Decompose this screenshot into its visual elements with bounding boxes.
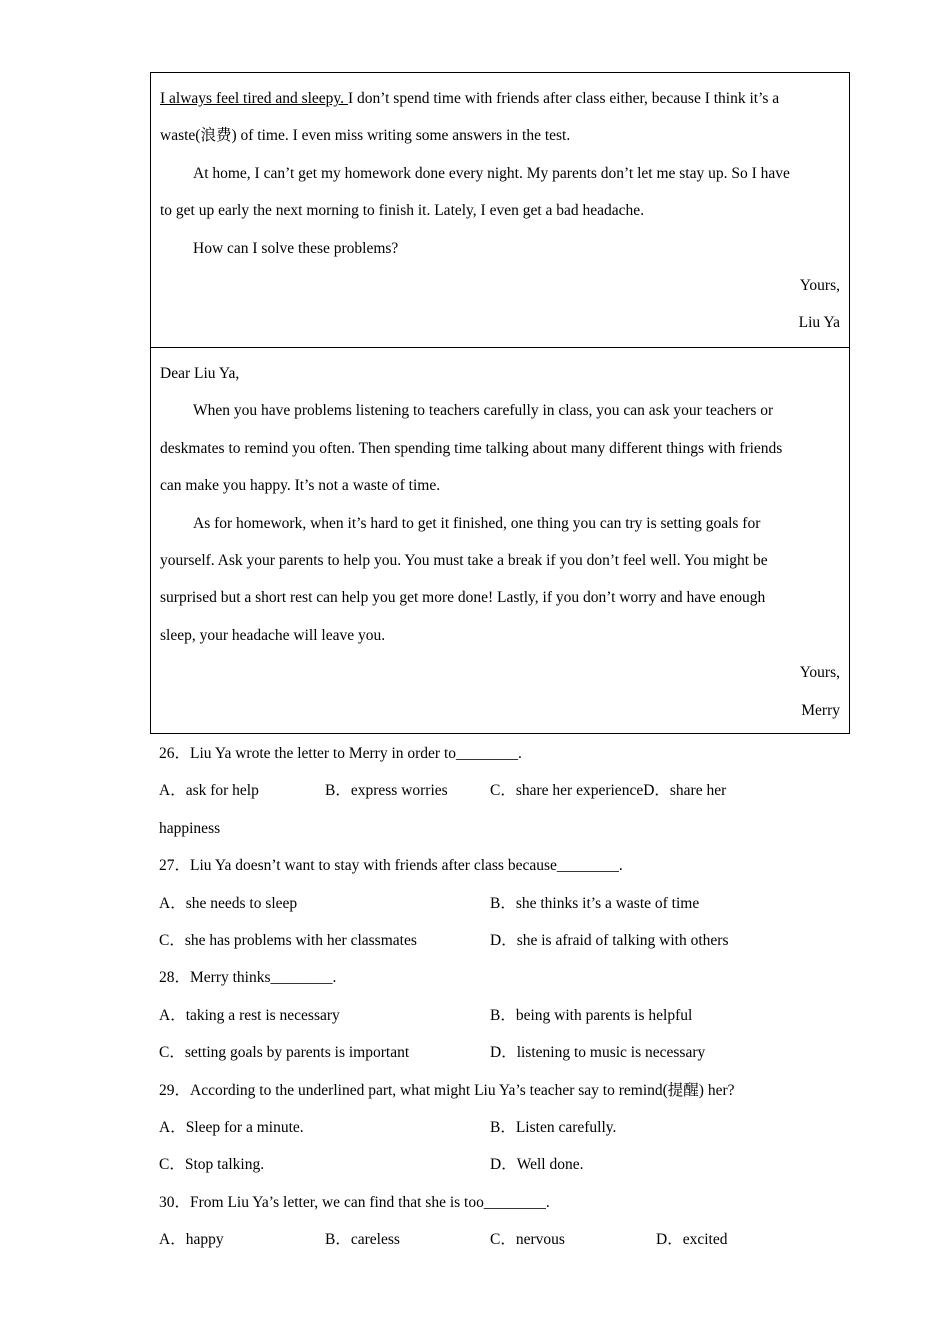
option-c: C．Stop talking.	[159, 1156, 265, 1174]
option-c: C．she has problems with her classmates	[159, 931, 417, 949]
option-d: D．she is afraid of talking with others	[490, 931, 729, 949]
question-27-stem: 27．Liu Ya doesn’t want to stay with friends after class because________.	[159, 857, 623, 875]
letter1-line-1	[160, 80, 840, 117]
option-b: B．express worries	[325, 782, 448, 800]
question-28-options-cd	[159, 1034, 859, 1071]
option-b: B．careless	[325, 1231, 400, 1249]
letter1-closing: Yours,	[799, 276, 840, 294]
option-c: C．nervous	[490, 1231, 565, 1249]
question-26-options	[159, 772, 859, 809]
question-29-options-ab	[159, 1109, 859, 1146]
option-d: D．listening to music is necessary	[490, 1044, 706, 1062]
letter2-line-7: sleep, your headache will leave you.	[160, 626, 386, 644]
letter1-line-5: How can I solve these problems?	[193, 239, 399, 257]
option-b: B．Listen carefully.	[490, 1118, 617, 1136]
question-30-options	[159, 1221, 859, 1258]
letter1-line-3: At home, I can’t get my homework done every night. My parents don’t let me stay up. So I have	[193, 164, 790, 182]
option-a: A．she needs to sleep	[159, 894, 298, 912]
option-c: C．setting goals by parents is important	[159, 1044, 410, 1062]
letter2-line-5: yourself. Ask your parents to help you. You must take a break if you don’t feel well. You might be	[160, 551, 768, 569]
question-26-option-continuation: happiness	[159, 819, 221, 837]
letter1-line-4: to get up early the next morning to finish it. Lately, I even get a bad headache.	[160, 202, 645, 220]
letter2-greeting: Dear Liu Ya,	[160, 365, 240, 382]
letter-merry	[150, 347, 850, 734]
question-30-stem: 30．From Liu Ya’s letter, we can find that she is too________.	[159, 1193, 550, 1211]
question-28-stem: 28．Merry thinks________.	[159, 969, 337, 987]
question-27-options-cd	[159, 922, 859, 959]
question-27-options-ab	[159, 885, 859, 922]
question-26-stem: 26．Liu Ya wrote the letter to Merry in order to________.	[159, 745, 522, 762]
question-29-stem: 29．According to the underlined part, what might Liu Ya’s teacher say to remind(提醒) her?	[159, 1081, 735, 1099]
question-29-options-cd	[159, 1146, 859, 1183]
option-a: A．happy	[159, 1231, 224, 1249]
letter2-line-4: As for homework, when it’s hard to get it finished, one thing you can try is setting goals for	[193, 514, 761, 532]
letter2-closing: Yours,	[799, 664, 840, 682]
letter2-line-1: When you have problems listening to teachers carefully in class, you can ask your teachers or	[193, 402, 774, 420]
letter2-signature: Merry	[801, 701, 840, 719]
letter1-signature: Liu Ya	[798, 314, 840, 332]
letter2-line-2: deskmates to remind you often. Then spending time talking about many different things with friends	[160, 439, 783, 457]
letter1-line-1-rest: I don’t spend time with friends after class either, because I think it’s a	[347, 90, 780, 107]
questions	[159, 735, 859, 1258]
letter2-line-6: surprised but a short rest can help you get more done! Lastly, if you don’t worry and have enough	[160, 589, 766, 607]
option-c-d: C．share her experienceD．share her	[490, 782, 727, 800]
option-b: B．being with parents is helpful	[490, 1006, 693, 1024]
letter1-line-2: waste(浪费) of time. I even miss writing some answers in the test.	[160, 127, 571, 145]
underlined-part: I always feel tired and sleepy.	[160, 90, 348, 107]
option-d: D．Well done.	[490, 1156, 584, 1174]
question-28-options-ab	[159, 997, 859, 1034]
option-a: A．ask for help	[159, 782, 259, 800]
letter-liu-ya	[150, 72, 850, 348]
option-a: A．Sleep for a minute.	[159, 1118, 304, 1136]
letter2-line-3: can make you happy. It’s not a waste of time.	[160, 477, 441, 495]
option-d: D．excited	[656, 1231, 728, 1249]
option-b: B．she thinks it’s a waste of time	[490, 894, 700, 912]
option-a: A．taking a rest is necessary	[159, 1006, 340, 1024]
